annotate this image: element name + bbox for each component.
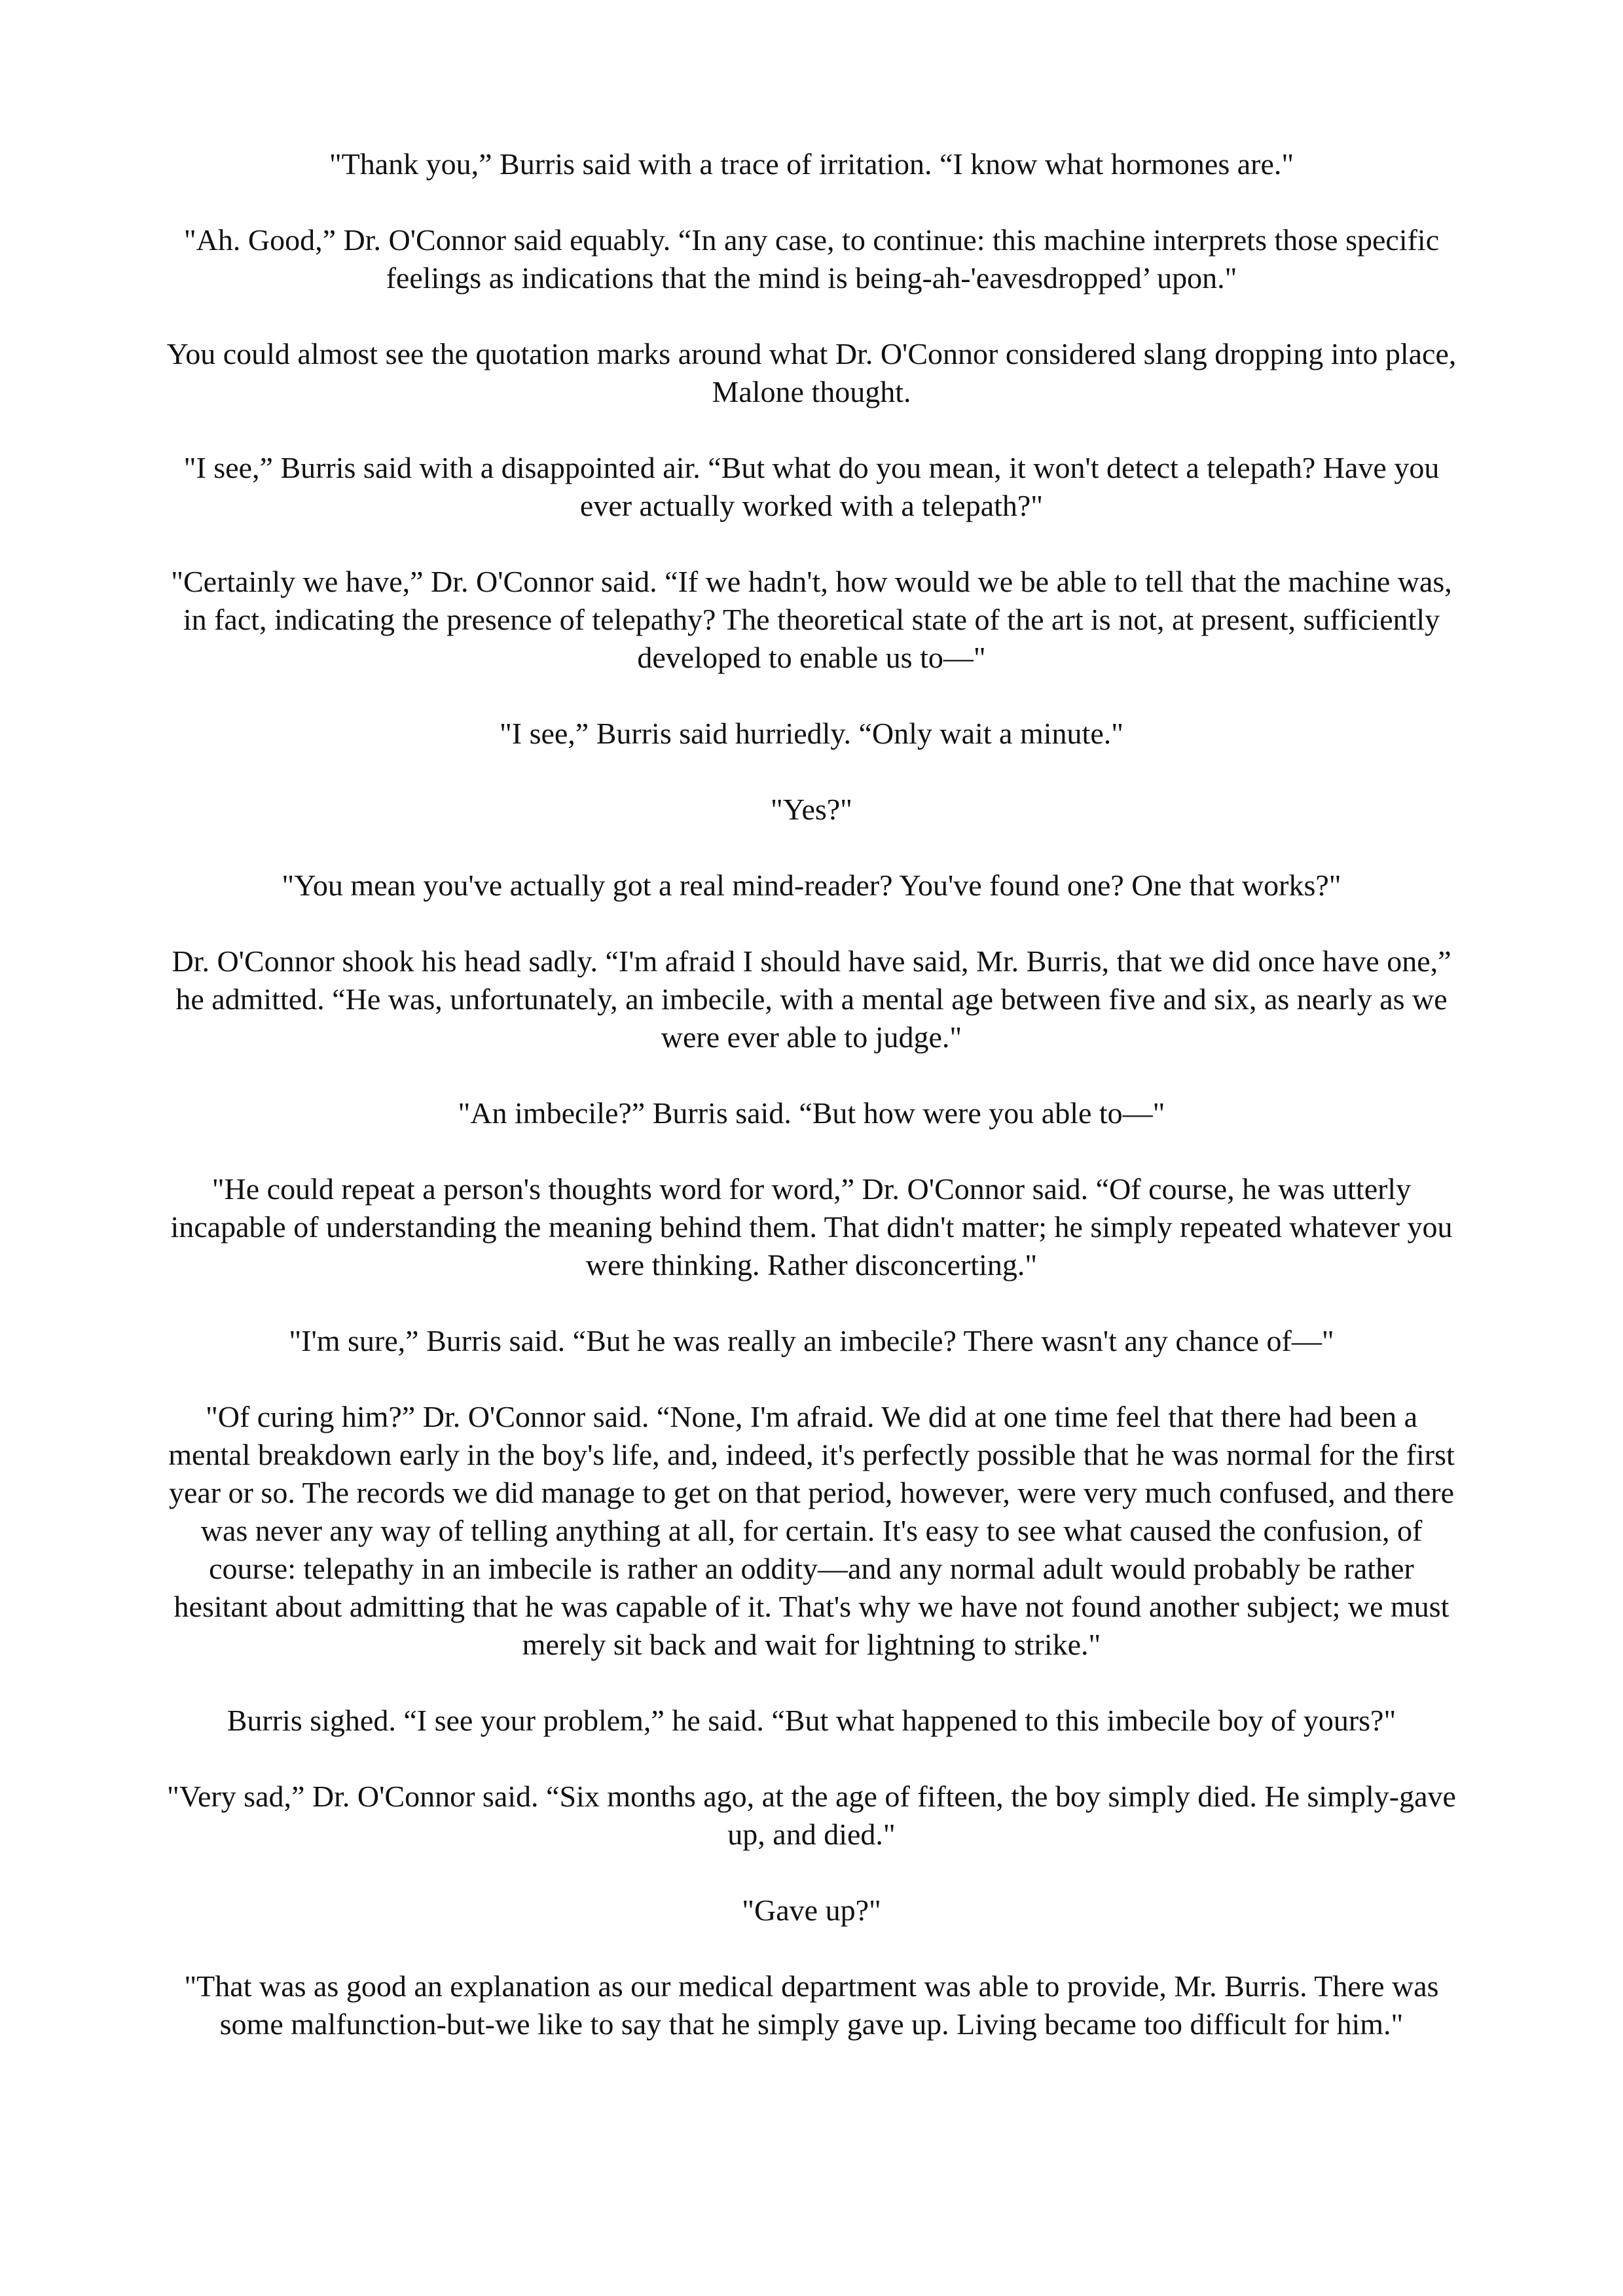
paragraph: Burris sighed. “I see your problem,” he said. “But what happened to this imbecile boy of yours?" — [227, 1704, 1396, 1737]
paragraph: "Very sad,” Dr. O'Connor said. “Six months ago, at the age of fifteen, the boy simply died. He simply-gave up, and died." — [167, 1780, 1456, 1851]
paragraph: "That was as good an explanation as our medical department was able to provide, Mr. Burris. There was some malfunction-but-we like to say that he simply gave up. Living became too difficult for him." — [184, 1969, 1439, 2041]
paragraph: "I see,” Burris said with a disappointed air. “But what do you mean, it won't detect a telepath? Have you ever actually worked with a telepath?" — [183, 451, 1440, 522]
paragraph: "I'm sure,” Burris said. “But he was really an imbecile? There wasn't any chance of—" — [289, 1324, 1334, 1357]
paragraph: "Gave up?" — [742, 1893, 881, 1927]
paragraph: "Yes?" — [771, 793, 852, 826]
paragraph: "An imbecile?” Burris said. “But how were you able to—" — [458, 1096, 1165, 1130]
paragraph: "You mean you've actually got a real mind-reader? You've found one? One that works?" — [282, 869, 1341, 902]
paragraph: "He could repeat a person's thoughts word for word,” Dr. O'Connor said. “Of course, he was utterly incapable of understanding the meaning behind them. That didn't matter; he simply repeated whatever you were thinking. Rather disconcerting." — [170, 1172, 1453, 1282]
paragraph: You could almost see the quotation marks around what Dr. O'Connor considered slang dropping into place, Malone thought. — [166, 337, 1457, 408]
paragraph: "Of curing him?” Dr. O'Connor said. “None, I'm afraid. We did at one time feel that there had been a mental breakdown early in the boy's life, and, indeed, it's perfectly possible that he was normal for the first year or so. The records we did manage to get on that period, however, were very much confused, and there was never any way of telling anything at all, for certain. It's easy to see what caused the confusion, of course: telepathy in an imbecile is rather an oddity—and any normal adult would probably be rather hesitant about admitting that he was capable of it. That's why we have not found another subject; we must merely sit back and wait for lightning to strike." — [168, 1400, 1455, 1661]
paragraph: "Ah. Good,” Dr. O'Connor said equably. “In any case, to continue: this machine interprets those specific feelings as indications that the mind is being-ah-'eavesdropped’ upon." — [183, 223, 1440, 295]
paragraph: Dr. O'Connor shook his head sadly. “I'm afraid I should have said, Mr. Burris, that we did once have one,” he admitted. “He was, unfortunately, an imbecile, with a mental age between five and six, as nearly as we were ever able to judge." — [172, 944, 1451, 1054]
paragraph: "Certainly we have,” Dr. O'Connor said. “If we hadn't, how would we be able to tell that the machine was, in fact, indicating the presence of telepathy? The theoretical state of the art is not, at present, sufficiently developed to enable us to—" — [171, 565, 1452, 674]
body-text — [164, 145, 1459, 2081]
paragraph: "I see,” Burris said hurriedly. “Only wait a minute." — [499, 717, 1124, 750]
paragraph: "Thank you,” Burris said with a trace of irritation. “I know what hormones are." — [329, 147, 1294, 181]
